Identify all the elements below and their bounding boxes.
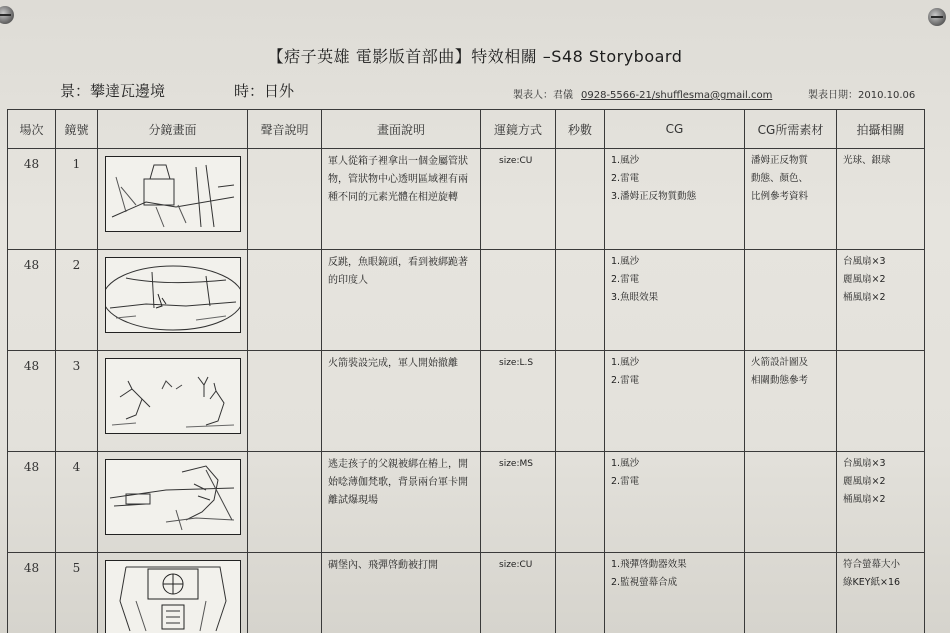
cg-effects-line: 2.雷電 xyxy=(611,375,640,386)
shot-number: 3 xyxy=(56,351,98,452)
cg-materials-line: 火箭設計圖及 xyxy=(751,357,809,368)
cg-materials xyxy=(745,452,837,553)
scene-number: 48 xyxy=(8,250,56,351)
duration-seconds xyxy=(556,351,605,452)
scene-number: 48 xyxy=(8,452,56,553)
shooting-notes-line: 符合螢幕大小 xyxy=(843,559,901,570)
camera-size: size:MS xyxy=(481,452,556,553)
cg-effects-line: 1.飛彈啓動器效果 xyxy=(611,559,687,570)
cg-effects xyxy=(605,452,745,553)
cg-effects xyxy=(605,553,745,633)
shooting-notes xyxy=(837,452,925,553)
shooting-notes-line: 桶風扇×2 xyxy=(843,292,886,303)
camera-size xyxy=(481,250,556,351)
shot-number: 1 xyxy=(56,149,98,250)
scene-number: 48 xyxy=(8,149,56,250)
shooting-notes-line: 台風扇×3 xyxy=(843,256,886,267)
table-header-row xyxy=(8,110,925,149)
storyboard-frame xyxy=(98,553,248,633)
shooting-notes-line: 光球、銀球 xyxy=(843,155,891,166)
cg-effects-line: 1.風沙 xyxy=(611,458,640,469)
scene-number: 48 xyxy=(8,553,56,633)
shooting-notes-line: 麗風扇×2 xyxy=(843,274,886,285)
cg-materials xyxy=(745,351,837,452)
cg-materials-line: 動態、顏色、 xyxy=(751,173,809,184)
shot-description: 火箭裝設完成，軍人開始撤離 xyxy=(322,351,481,452)
storyboard-sketch xyxy=(105,560,241,633)
mounting-screw-icon xyxy=(0,6,14,24)
cg-effects-line: 3.魚眼效果 xyxy=(611,292,659,303)
shot-number: 4 xyxy=(56,452,98,553)
shot-number: 2 xyxy=(56,250,98,351)
duration-seconds xyxy=(556,250,605,351)
camera-size: size:CU xyxy=(481,149,556,250)
shooting-notes-line: 綠KEY紙×16 xyxy=(843,577,901,588)
storyboard-frame xyxy=(98,452,248,553)
shooting-notes xyxy=(837,553,925,633)
storyboard-frame xyxy=(98,250,248,351)
shooting-notes xyxy=(837,351,925,452)
table-row xyxy=(8,250,925,351)
shot-description: 碉堡內、飛彈啓動被打開 xyxy=(322,553,481,633)
sound-notes xyxy=(248,351,322,452)
cg-materials-line: 潘姆正反物質 xyxy=(751,155,809,166)
cg-effects xyxy=(605,351,745,452)
duration-seconds xyxy=(556,452,605,553)
header-description: 畫面說明 xyxy=(322,110,481,149)
shot-number: 5 xyxy=(56,553,98,633)
cg-materials-line: 相關動態參考 xyxy=(751,375,809,386)
header-cg-materials: CG所需素材 xyxy=(745,110,837,149)
sound-notes xyxy=(248,452,322,553)
shooting-notes xyxy=(837,250,925,351)
storyboard-sketch xyxy=(105,257,241,333)
cg-effects-line: 1.風沙 xyxy=(611,256,640,267)
cg-materials-line: 比例參考資料 xyxy=(751,191,809,202)
sound-notes xyxy=(248,149,322,250)
cg-effects-line: 2.雷電 xyxy=(611,274,640,285)
storyboard-sketch xyxy=(105,358,241,434)
shooting-notes-line: 麗風扇×2 xyxy=(843,476,886,487)
header-frame: 分鏡畫面 xyxy=(98,110,248,149)
sheet-date: 製表日期：2010.10.06 xyxy=(808,90,916,101)
header-shot: 鏡號 xyxy=(56,110,98,149)
cg-materials xyxy=(745,553,837,633)
table-row xyxy=(8,149,925,250)
shooting-notes-line: 桶風扇×2 xyxy=(843,494,886,505)
header-sound: 聲音說明 xyxy=(248,110,322,149)
header-scene: 場次 xyxy=(8,110,56,149)
header-camera: 運鏡方式 xyxy=(481,110,556,149)
author-contact: 0928-5566-21/shufflesma@gmail.com xyxy=(581,90,773,101)
shot-description: 軍人從箱子裡拿出一個金屬管狀物，管狀物中心透明區域裡有兩種不同的元素光體在相逆旋轉 xyxy=(322,149,481,250)
storyboard-frame xyxy=(98,351,248,452)
header-shooting: 拍攝相關 xyxy=(837,110,925,149)
cg-effects-line: 1.風沙 xyxy=(611,155,640,166)
storyboard-table xyxy=(7,109,925,633)
author-name: 製表人：君儀 xyxy=(513,90,573,101)
camera-size: size:CU xyxy=(481,553,556,633)
storyboard-sketch xyxy=(105,459,241,535)
storyboard-frame xyxy=(98,149,248,250)
shooting-notes xyxy=(837,149,925,250)
cg-effects xyxy=(605,250,745,351)
camera-size: size:L.S xyxy=(481,351,556,452)
scene-number: 48 xyxy=(8,351,56,452)
table-row xyxy=(8,351,925,452)
scene-time: 時：日外 xyxy=(234,82,295,100)
page-title: 【痞子英雄 電影版首部曲】特效相關 –S48 Storyboard xyxy=(267,47,683,66)
cg-effects xyxy=(605,149,745,250)
cg-effects-line: 2.雷電 xyxy=(611,173,640,184)
table-row xyxy=(8,553,925,633)
table-row xyxy=(8,452,925,553)
cg-effects-line: 3.潘姆正反物質動態 xyxy=(611,191,697,202)
header-seconds: 秒數 xyxy=(556,110,605,149)
shot-description: 逃走孩子的父親被綁在樁上，開始唸薄伽梵歌，背景兩台軍卡開離試爆現場 xyxy=(322,452,481,553)
cg-effects-line: 2.雷電 xyxy=(611,476,640,487)
header-cg: CG xyxy=(605,110,745,149)
mounting-screw-icon xyxy=(928,8,946,26)
sound-notes xyxy=(248,250,322,351)
cg-effects-line: 1.風沙 xyxy=(611,357,640,368)
cg-materials xyxy=(745,149,837,250)
scene-location: 景：攀達瓦邊境 xyxy=(60,82,166,100)
duration-seconds xyxy=(556,553,605,633)
shooting-notes-line: 台風扇×3 xyxy=(843,458,886,469)
sound-notes xyxy=(248,553,322,633)
author-info xyxy=(513,86,772,101)
storyboard-sketch xyxy=(105,156,241,232)
shot-description: 反跳，魚眼鏡頭，看到被綁跪著的印度人 xyxy=(322,250,481,351)
duration-seconds xyxy=(556,149,605,250)
cg-materials xyxy=(745,250,837,351)
cg-effects-line: 2.監視螢幕合成 xyxy=(611,577,678,588)
